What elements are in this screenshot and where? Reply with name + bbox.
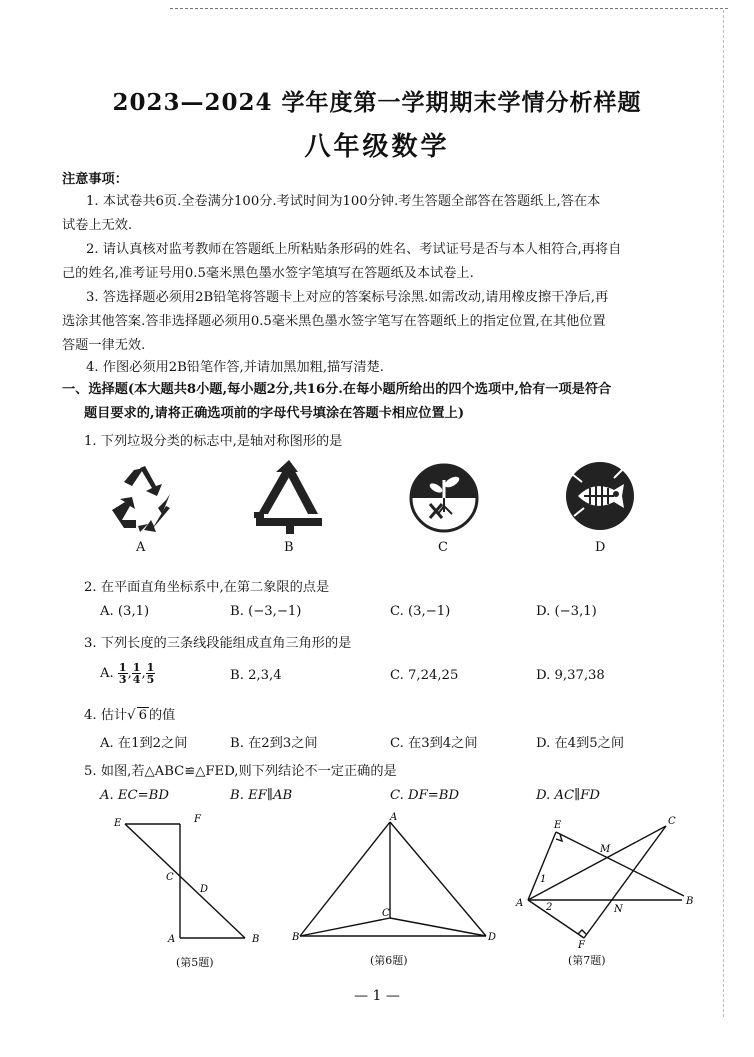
q2-option-b: B. (−3,−1) <box>230 604 302 619</box>
option-label-a: A <box>136 540 146 555</box>
notice-line: 试卷上无效. <box>62 218 133 233</box>
q3-option-b: B. 2,3,4 <box>230 668 282 683</box>
point-label: D <box>488 932 497 943</box>
question-1-stem: 1. 下列垃圾分类的标志中,是轴对称图形的是 <box>84 434 343 449</box>
plant-icon <box>408 462 480 534</box>
point-label: B <box>252 934 260 945</box>
point-label: A <box>390 812 398 823</box>
q2-option-a: A. (3,1) <box>100 604 150 619</box>
exam-title: 2023—2024 学年度第一学期期末学情分析样题 <box>112 89 642 116</box>
question-5-stem: 5. 如图,若△ABC≌△FED,则下列结论不一定正确的是 <box>84 764 397 779</box>
q5-option-b: B. EF∥AB <box>230 788 293 803</box>
q3-option-c: C. 7,24,25 <box>390 668 459 683</box>
option-label-d: D <box>595 540 606 555</box>
q4-option-c: C. 在3到4之间 <box>390 736 478 751</box>
figure-6-caption: (第6题) <box>370 954 408 967</box>
point-label: F <box>578 940 585 951</box>
point-label: M <box>600 844 611 855</box>
notice-line: 己的姓名,准考证号用0.5毫米黑色墨水签字笔填写在答题纸及本试卷上. <box>62 266 474 281</box>
option-label-c: C <box>438 540 448 555</box>
line-eb <box>125 824 245 938</box>
q3-option-a-prefix: A. <box>100 666 114 681</box>
question-3-stem: 3. 下列长度的三条线段能组成直角三角形的是 <box>84 636 352 651</box>
section-heading: 一、选择题(本大题共8小题,每小题2分,共16分.在每小题所给出的四个选项中,恰有一项是符合 <box>62 382 612 397</box>
q2-option-d: D. (−3,1) <box>536 604 597 619</box>
notice-line: 1. 本试卷共6页.全卷满分100分.考试时间为100分钟.考生答题全部答在答题纸上,答在本 <box>86 194 601 209</box>
q5-option-a: A. EC=BD <box>100 788 169 803</box>
angle-label: 1 <box>540 874 547 885</box>
notice-line: 答题一律无效. <box>62 338 146 353</box>
fraction: $\frac{1}{4}$ <box>132 661 141 686</box>
figure-7-caption: (第7题) <box>568 954 606 967</box>
notice-line: 选涂其他答案.答非选择题必须用0.5毫米黑色墨水签字笔写在答题纸上的指定位置,在其他位置 <box>62 314 606 329</box>
q4-option-a: A. 在1到2之间 <box>100 736 188 751</box>
fraction: $\frac{1}{5}$ <box>146 661 155 686</box>
radicand: 6 <box>138 708 147 723</box>
point-label: D <box>200 884 209 895</box>
point-label: B <box>292 932 300 943</box>
point-label: A <box>168 934 176 945</box>
question-2-stem: 2. 在平面直角坐标系中,在第二象限的点是 <box>84 580 330 595</box>
point-label: E <box>554 820 562 831</box>
point-label: N <box>614 904 623 915</box>
notice-line: 2. 请认真核对监考教师在答题纸上所粘贴条形码的姓名、考试证号是否与本人相符合,再将自 <box>86 242 622 257</box>
figure-6-diagram <box>290 812 500 942</box>
notice-line: 4. 作图必须用2B铅笔作答,并请加黑加粗,描写清楚. <box>86 360 384 375</box>
question-4-stem: 4. 估计√ 6 的值 <box>84 708 176 723</box>
point-label: C <box>166 872 174 883</box>
q2-option-c: C. (3,−1) <box>390 604 451 619</box>
q4-option-d: D. 在4到5之间 <box>536 736 625 751</box>
recycle-icon <box>104 462 176 534</box>
sqrt-sign: √ <box>127 708 136 723</box>
angle-label: 2 <box>546 902 553 913</box>
cut-line-top <box>170 8 728 9</box>
option-label-b: B <box>284 540 294 555</box>
fraction: $\frac{1}{3}$ <box>118 661 127 686</box>
point-label: C <box>382 908 390 919</box>
q5-option-c: C. DF=BD <box>390 788 460 803</box>
figure-5-diagram <box>110 812 270 952</box>
point-label: E <box>114 818 122 829</box>
point-label: C <box>668 816 676 827</box>
notice-heading: 注意事项： <box>62 172 128 187</box>
page-number: — 1 — <box>354 988 400 1004</box>
figure-7-diagram <box>514 814 700 950</box>
q3-option-a: A. $\frac{1}{3}$ , $\frac{1}{4}$ , $\frac{1}{5}$ <box>100 661 155 686</box>
figure-5-caption: (第5题) <box>176 956 214 969</box>
notice-line: 3. 答选择题必须用2B铅笔将答题卡上对应的答案标号涂黑.如需改动,请用橡皮擦干净后,再 <box>86 290 609 305</box>
triangle-arrows-icon <box>248 458 330 534</box>
point-label: A <box>516 898 524 909</box>
section-heading-cont: 题目要求的,请将正确选项前的字母代号填涂在答题卡相应位置上) <box>84 406 465 421</box>
point-label: B <box>686 896 694 907</box>
exam-subtitle: 八年级数学 <box>304 132 450 162</box>
q5-option-d: D. AC∥FD <box>536 788 600 803</box>
fish-bone-icon <box>564 460 636 532</box>
q3-option-d: D. 9,37,38 <box>536 668 605 683</box>
q4-option-b: B. 在2到3之间 <box>230 736 318 751</box>
point-label: F <box>194 814 201 825</box>
